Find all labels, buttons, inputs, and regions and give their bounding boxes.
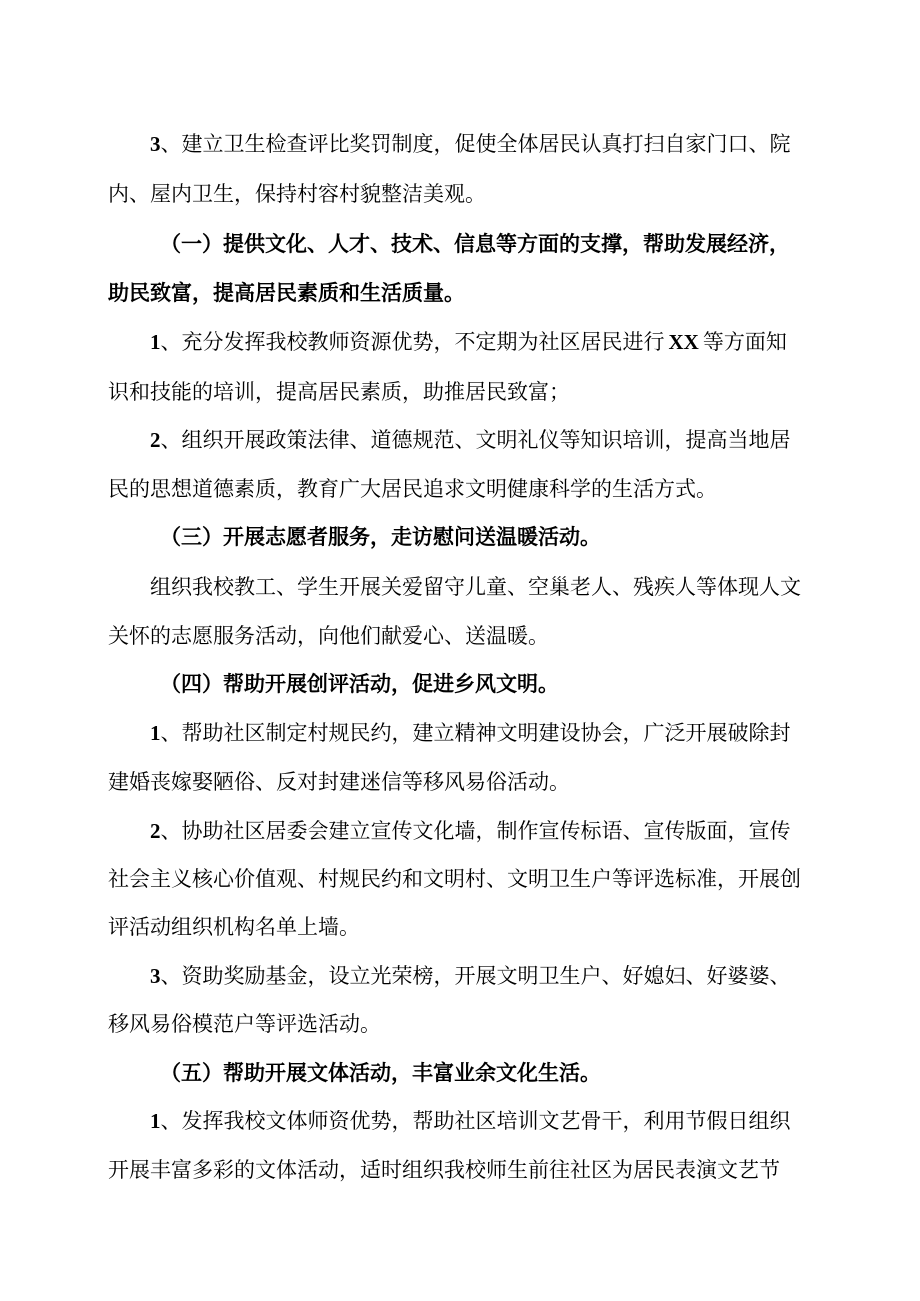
paragraph-text: 、发挥我校文体师资优势，帮助社区培训文艺骨干，利用节假日组织: [160, 1109, 791, 1133]
paragraph-1-line-1: [150, 129, 791, 159]
paragraph-6-line-2: 关怀的志愿服务活动，向他们献爱心、送温暖。: [108, 624, 549, 648]
section-heading-1-line-1: （一）提供文化、人才、技术、信息等方面的支撑，帮助发展经济，: [160, 231, 790, 256]
paragraph-4-line-2: 民的思想道德素质，教育广大居民追求文明健康科学的生活方式。: [108, 477, 717, 501]
paragraph-text: 、组织开展政策法律、道德规范、文明礼仪等知识培训，提高当地居: [160, 428, 791, 452]
paragraph-text: 、帮助社区制定村规民约，建立精神文明建设协会，广泛开展破除封: [160, 721, 791, 745]
paragraph-8-line-1: [150, 718, 791, 748]
item-number: 1: [150, 721, 161, 745]
paragraph-3-line-1: [150, 327, 787, 357]
paragraph-text: 、资助奖励基金，设立光荣榜，开展文明卫生户、好媳妇、好婆婆、: [160, 964, 791, 988]
paragraph-4-line-1: [150, 425, 791, 455]
paragraph-12-line-2: 开展丰富多彩的文体活动，适时组织我校师生前往社区为居民表演文艺节: [108, 1158, 780, 1182]
paragraph-9-line-2: 社会主义核心价值观、村规民约和文明村、文明卫生户等评选标准，开展创: [108, 867, 801, 891]
paragraph-text: 等方面知: [702, 330, 787, 354]
paragraph-9-line-1: [150, 816, 791, 846]
paragraph-10-line-1: [150, 961, 791, 991]
paragraph-text: 、协助社区居委会建立宣传文化墙，制作宣传标语、宣传版面，宣传: [160, 819, 791, 843]
paragraph-3-line-2: 识和技能的培训，提高居民素质，助推居民致富；: [108, 380, 570, 404]
paragraph-8-line-2: 建婚丧嫁娶陋俗、反对封建迷信等移风易俗活动。: [108, 770, 570, 794]
paragraph-6-line-1: 组织我校教工、学生开展关爱留守儿童、空巢老人、残疾人等体现人文: [150, 575, 801, 599]
item-number: 2: [150, 819, 161, 843]
section-heading-1-line-2: 助民致富，提高居民素质和生活质量。: [108, 280, 465, 305]
item-number: 1: [150, 1109, 161, 1133]
paragraph-9-line-3: 评活动组织机构名单上墙。: [108, 915, 360, 939]
item-number: 2: [150, 428, 161, 452]
paragraph-text: 、建立卫生检查评比奖罚制度，促使全体居民认真打扫自家门口、院: [160, 132, 791, 156]
paragraph-text: 、充分发挥我校教师资源优势，不定期为社区居民进行: [160, 330, 665, 354]
section-heading-4: （四）帮助开展创评活动，促进乡风文明。: [160, 671, 559, 696]
paragraph-10-line-2: 移风易俗模范户等评选活动。: [108, 1012, 381, 1036]
item-number: 3: [150, 132, 161, 156]
section-heading-5: （五）帮助开展文体活动，丰富业余文化生活。: [160, 1060, 601, 1085]
item-number: 3: [150, 964, 161, 988]
placeholder-text: XX: [668, 330, 699, 354]
section-heading-3: （三）开展志愿者服务，走访慰问送温暖活动。: [160, 524, 601, 549]
item-number: 1: [150, 330, 161, 354]
paragraph-12-line-1: [150, 1106, 791, 1136]
paragraph-1-line-2: 内、屋内卫生，保持村容村貌整洁美观。: [108, 182, 486, 206]
